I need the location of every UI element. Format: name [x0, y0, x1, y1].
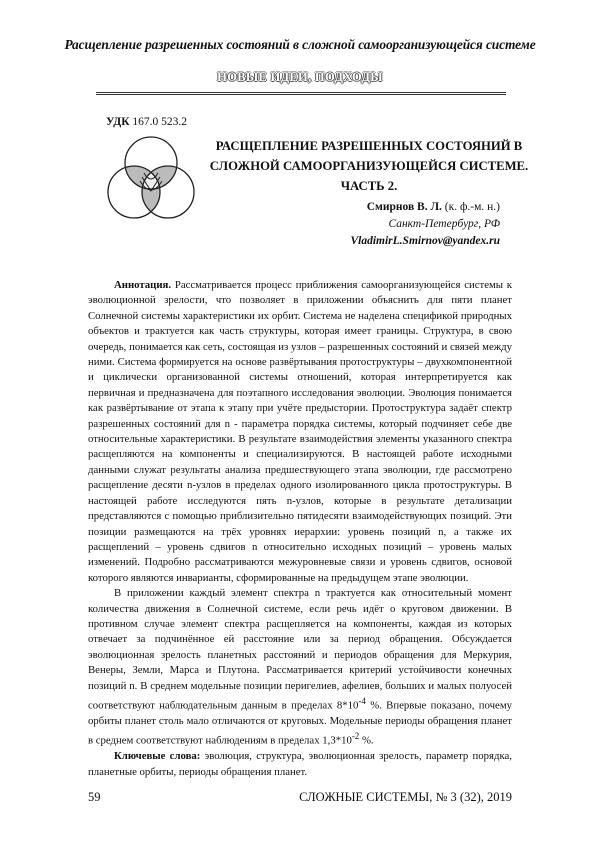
page-number: 59	[88, 790, 101, 804]
title-line: РАСЩЕПЛЕНИЕ РАЗРЕШЕННЫХ СОСТОЯНИЙ В	[215, 139, 523, 153]
title-line: ЧАСТЬ 2.	[340, 179, 398, 193]
header-rule	[96, 92, 506, 95]
application-text-c: %.	[359, 734, 374, 747]
abstract-text: Рассматривается процесс приближения самоорганизующейся системы к эволюционной зрелости, что позволяет в приложении объяснить для пяти планет Солнечной системы характеристики их орбит. Система не наделена спецификой природных объектов и трактуется как часть структуры, которая имеет границы. Структура, в свою очередь, понимается как сеть, состоящая из узлов – разрешенных состояний и связей между ними. Система формируется на основе развёртывания протоструктуры – двухкомпонентной и циклически организованной системы отношений, которая интерпретируется как первичная и предназначена для поэтапного исследования эволюции. Эволюция понимается как развёртывание от этапа к этапу при учёте предыстории. Протоструктура задаёт спектр разрешенных состояний для n - параметра порядка системы, который подчиняет себе две относительные характеристики. В результате взаимодействия элементы указанного спектра расщепляются на компоненты и специализируются. В настоящей работе исходными данными служат результаты анализа предшествующего этапа эволюции, где рассмотрено расщепление десяти n-узлов в пределах одного изолированного цикла протоструктуры. В настоящей работе исследуются пять n-узлов, которые в результате детализации представляются с помощью приблизительно пятидесяти взаимодействующих позиций. Эти позиции размещаются на трёх уровнях иерархии: уровень позиций n, а также их расщеплений – уровень сдвигов n относительно исходных позиций – уровень малых изменений. Подробно рассматриваются межуровневые связи и уровень сдвигов, основой которого являются инварианты, сформированные на предыдущем этапе эволюции.	[88, 279, 512, 584]
section-heading: НОВЫЕ ИДЕИ, ПОДХОДЫ	[217, 70, 383, 84]
keywords-label: Ключевые слова:	[114, 750, 201, 763]
article-title	[196, 136, 542, 196]
author-degree: (к. ф.-м. н.)	[441, 201, 500, 213]
journal-logo	[104, 133, 198, 225]
author-city: Санкт-Петербург, РФ	[388, 218, 500, 230]
running-title: Расщепление разрешенных состояний в сложной самоорганизующейся системе	[64, 37, 536, 52]
udk-label: УДК	[106, 116, 130, 128]
author-name: Смирнов В. Л.	[366, 201, 442, 213]
exponent-1: -4	[358, 695, 366, 706]
udk-value: 167.0 523.2	[132, 116, 188, 128]
keywords-text: эволюция, структура, эволюционная зрелость, параметр порядка, планетные орбиты, периоды обращения планет.	[88, 750, 512, 778]
author-block	[210, 199, 500, 250]
application-text-a: В приложении каждый элемент спектра n трактуется как относительный момент количества движения в Солнечной системе, если речь идёт о круговом движении. В противном случае элемент спектра расщепляется на компоненты, каждая из которых отвечает за подчинённое ей расстояние или за период обращения. Обсуждается эволюционная зрелость планетных расстояний и периодов обращения для Меркурия, Венеры, Земли, Марса и Плутона. Рассматривается критерий устойчивости конечных позиций n. В среднем модельные позиции перигелиев, афелиев, больших и малых полуосей соответствуют наблюдательным данным в пределах 8*10	[88, 587, 512, 712]
application-paragraph	[88, 586, 512, 749]
abstract	[88, 278, 512, 780]
author-email[interactable]: VladimirL.Smirnov@yandex.ru	[350, 235, 500, 247]
abstract-label: Аннотация.	[114, 279, 172, 291]
abstract-paragraph	[88, 278, 512, 586]
keywords-paragraph	[88, 749, 512, 780]
author-line	[210, 199, 500, 216]
journal-name: СЛОЖНЫЕ СИСТЕМЫ, № 3 (32), 2019	[299, 790, 512, 804]
application-text-b: %. Впервые показано, почему орбиты планет столь мало отличаются от круговых. Модельные периоды обращения планет в среднем соответствуют наблюдениям в пределах 1,3*10	[88, 699, 512, 747]
exponent-2: -2	[351, 731, 360, 742]
title-line: СЛОЖНОЙ САМООРГАНИЗУЮЩЕЙСЯ СИСТЕМЕ.	[209, 159, 529, 173]
udk-line	[106, 116, 187, 128]
